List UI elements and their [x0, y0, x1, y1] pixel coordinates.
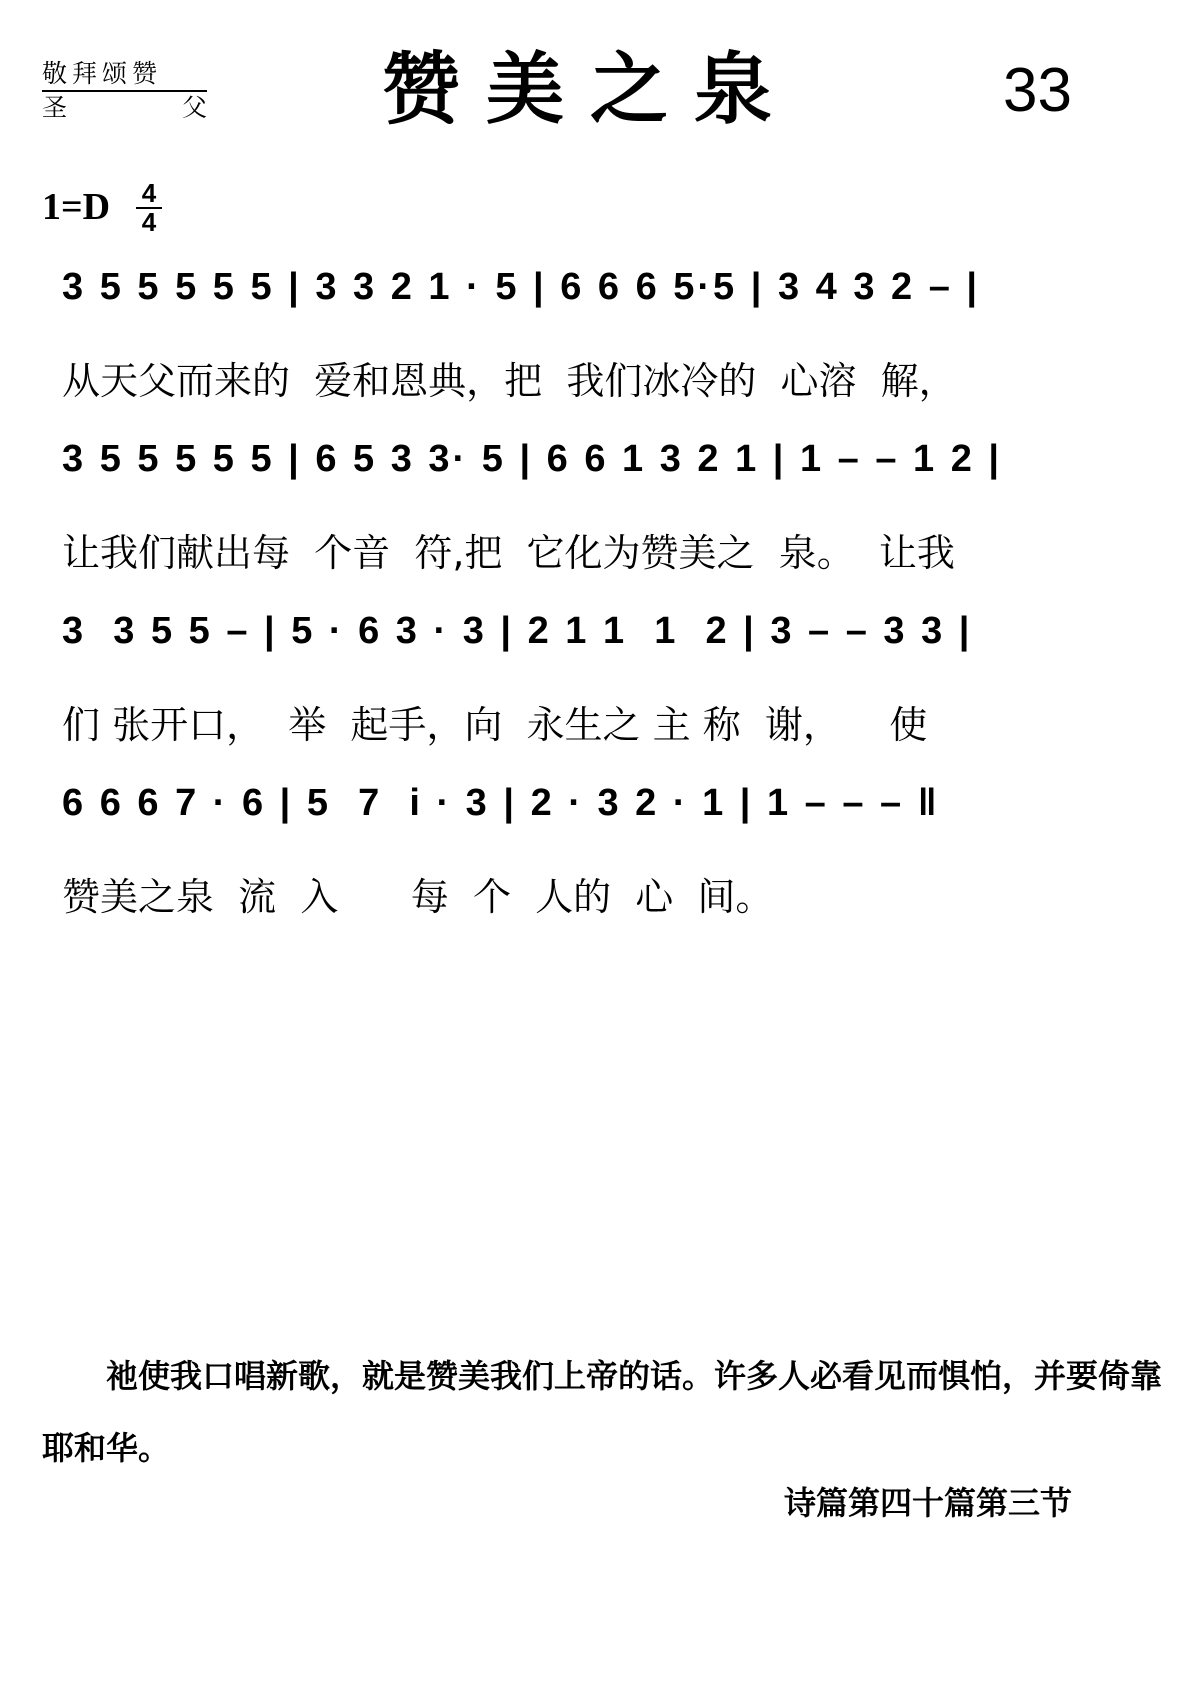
key-signature: 1=D: [42, 186, 111, 228]
category-bottom-left: 圣: [42, 93, 68, 122]
hymn-title: 赞美之泉: [381, 44, 798, 135]
score-line-1: [0, 246, 1200, 346]
time-signature-bottom: 4: [136, 207, 162, 236]
scripture-verse: 祂使我口唱新歌，就是赞美我们上帝的话。许多人必看见而惧怕，并要倚靠耶和华。: [42, 1357, 1163, 1467]
notes-line-1: 3 5 5 5 5 5 | 3 3 2 1 · 5 | 6 6 6 5·5 | 3 4 3 2 – |: [62, 266, 981, 308]
lyrics-line-4: 赞美之泉 流 入 每 个 人的 心 间。: [62, 875, 774, 919]
notes-line-3: 3 3 5 5 – | 5 · 6 3 · 3 | 2 1 1 1 2 | 3 – – 3 3 |: [62, 610, 973, 652]
time-signature-top: 4: [141, 178, 157, 208]
category-bottom: [42, 92, 207, 124]
score-line-4: [0, 762, 1200, 862]
scripture-reference: 诗篇第四十篇第三节: [783, 1484, 1072, 1522]
lyrics-line-1: 从天父而来的 爱和恩典，把 我们冰冷的 心溶 解，: [62, 359, 957, 403]
notes-line-4: 6 6 6 7 · 6 | 5 7 i · 3 | 2 · 3 2 · 1 | 1 – – – ‖: [62, 782, 940, 824]
score-line-2: [0, 418, 1200, 518]
category-bottom-right: 父: [181, 93, 207, 122]
category-top: 敬拜颂赞: [42, 58, 207, 92]
category-label: [42, 58, 207, 124]
score-line-3: [0, 590, 1200, 690]
notes-line-2: 3 5 5 5 5 5 | 6 5 3 3· 5 | 6 6 1 3 2 1 | 1 – – 1 2 |: [62, 438, 1003, 480]
lyrics-line-2: 让我们献出每 个音 符,把 它化为赞美之 泉。 让我: [62, 531, 955, 575]
lyrics-line-3: 们 张开口， 举 起手，向 永生之 主 称 谢， 使: [62, 703, 928, 747]
hymn-number: 33: [1003, 56, 1072, 125]
time-signature: [136, 180, 162, 236]
